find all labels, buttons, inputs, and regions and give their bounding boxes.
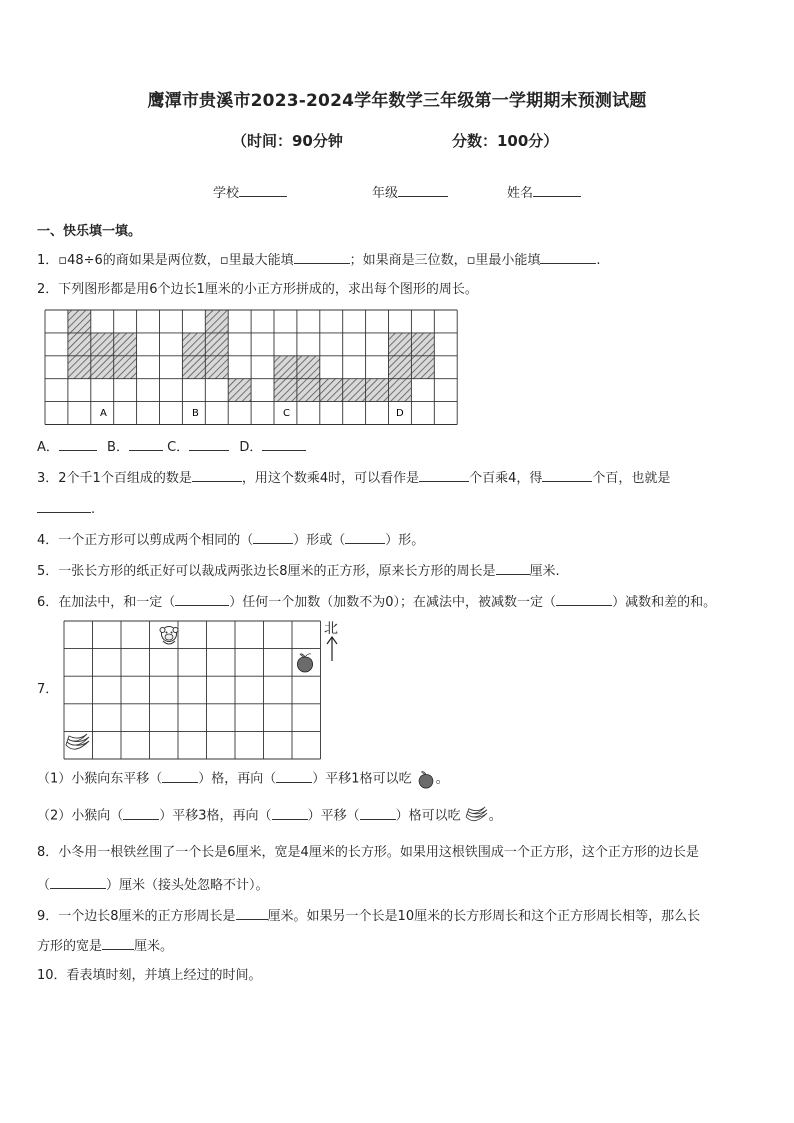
q7-1-text-b: ）格，再向（ — [198, 771, 277, 787]
q5-text-b: 厘米. — [529, 564, 560, 579]
question-7-number: 7． — [37, 682, 59, 697]
question-4 — [37, 531, 424, 549]
shaded-cell — [205, 356, 228, 379]
question-7-part-1 — [37, 769, 449, 789]
shaded-cell — [411, 333, 434, 356]
question-8: 8．小冬用一根铁丝围了一个长是6厘米，宽是4厘米的长方形。如果用这根铁围成一个正方形，这个正方形的边长是 — [37, 845, 699, 860]
q8-blank[interactable] — [50, 876, 106, 889]
school-label: 学校 — [213, 186, 240, 201]
school-field[interactable] — [213, 182, 287, 201]
shaded-cell — [205, 333, 228, 356]
q3-text-c: 个百乘4，得 — [469, 471, 543, 486]
q7-1-blank-1[interactable] — [162, 770, 198, 783]
shaded-cell — [343, 379, 366, 402]
q3-blank-2[interactable] — [419, 469, 469, 482]
q4-text-a: 4．一个正方形可以剪成两个相同的（ — [37, 533, 254, 548]
q3-text-e: . — [91, 502, 96, 517]
q6-text-a: 6．在加法中，和一定（ — [37, 595, 176, 610]
question-7-part-2 — [37, 806, 502, 826]
q3-blank-3[interactable] — [542, 469, 592, 482]
question-2-grid-figure — [44, 309, 460, 427]
q7-2-text-d: ）格可以吃 — [395, 808, 461, 824]
shaded-cell — [411, 356, 434, 379]
shaded-cell — [389, 379, 412, 402]
shape-label-b: B — [192, 408, 199, 419]
map-grid-lines — [64, 621, 321, 759]
q7-2-text-b: ）平移3格，再向（ — [159, 808, 272, 824]
name-blank[interactable] — [533, 184, 581, 197]
shaded-cell — [366, 379, 389, 402]
q1-text-b: ；如果商是三位数，▫里最小能填 — [349, 253, 541, 268]
grade-label: 年级 — [372, 186, 399, 201]
north-label: 北 — [324, 621, 338, 637]
shaded-cell — [297, 379, 320, 402]
question-1 — [37, 251, 601, 269]
shaded-cell — [274, 356, 297, 379]
shaded-cell — [182, 333, 205, 356]
peach-icon — [297, 654, 312, 672]
q1-text-a: 1．▫48÷6的商如果是两位数，▫里最大能填 — [37, 253, 294, 268]
shape-label-c: C — [283, 408, 290, 419]
q7-1-text-a: （1）小猴向东平移（ — [37, 771, 163, 787]
name-label: 姓名 — [507, 186, 534, 201]
banana-icon — [465, 806, 489, 826]
section-heading: 一、快乐填一填。 — [37, 224, 142, 239]
q6-text-b: ）任何一个加数（加数不为0）；在减法中，被减数一定（ — [229, 595, 557, 610]
answer-b-label: B． — [107, 440, 129, 455]
shaded-cell — [114, 356, 137, 379]
q5-text-a: 5．一张长方形的纸正好可以裁成两张边长8厘米的正方形，原来长方形的周长是 — [37, 564, 496, 579]
q1-text-c: . — [596, 253, 601, 268]
question-9-cont — [37, 937, 173, 955]
q6-text-c: ）减数和差的和。 — [612, 595, 717, 610]
shaded-cell — [297, 356, 320, 379]
peach-icon — [416, 769, 436, 789]
school-blank[interactable] — [239, 184, 287, 197]
shaded-cell — [68, 333, 91, 356]
q7-1-blank-2[interactable] — [276, 770, 312, 783]
north-arrow-icon — [325, 636, 339, 662]
question-2-answers — [37, 438, 306, 456]
answer-b-blank[interactable] — [129, 438, 163, 451]
q9-text-d: 厘米。 — [134, 939, 174, 954]
question-6 — [37, 593, 716, 611]
q3-text-a: 3．2个千1个百组成的数是 — [37, 471, 192, 486]
q7-2-blank-1[interactable] — [123, 807, 159, 820]
q6-blank-2[interactable] — [556, 593, 612, 606]
q5-blank[interactable] — [496, 562, 530, 575]
q1-blank-1[interactable] — [294, 251, 350, 264]
shaded-cell — [91, 356, 114, 379]
question-3-cont — [37, 500, 95, 518]
shaded-cell — [205, 310, 228, 333]
q3-blank-1[interactable] — [192, 469, 242, 482]
q4-text-c: ）形。 — [385, 533, 425, 548]
shaded-cell — [68, 310, 91, 333]
shaded-cell — [320, 379, 343, 402]
q6-blank-1[interactable] — [175, 593, 229, 606]
shaded-cell — [182, 356, 205, 379]
q9-blank-1[interactable] — [236, 907, 268, 920]
shaded-cell — [274, 379, 297, 402]
q3-text-b: ，用这个数乘4时，可以看作是 — [241, 471, 420, 486]
shape-label-d: D — [396, 408, 404, 419]
q3-blank-4[interactable] — [37, 500, 91, 513]
q4-blank-2[interactable] — [345, 531, 385, 544]
question-10: 10．看表填时刻，并填上经过的时间。 — [37, 968, 262, 983]
q8-text-b: ）厘米（接头处忽略不计）。 — [106, 878, 269, 893]
q9-text-b: 厘米。如果另一个长是10厘米的长方形周长和这个正方形周长相等，那么长 — [267, 909, 701, 924]
answer-c-blank[interactable] — [189, 438, 229, 451]
banana-icon — [66, 734, 89, 749]
answer-d-blank[interactable] — [262, 438, 306, 451]
shaded-cell — [114, 333, 137, 356]
shaded-cell — [68, 356, 91, 379]
shaded-cell — [91, 333, 114, 356]
shaded-cell — [389, 333, 412, 356]
shaded-cell — [389, 356, 412, 379]
shaded-cell — [228, 379, 251, 402]
q7-2-blank-2[interactable] — [272, 807, 308, 820]
answer-d-label: D． — [239, 440, 263, 455]
grade-field[interactable] — [372, 182, 448, 201]
grade-blank[interactable] — [398, 184, 448, 197]
question-7-map-grid — [63, 620, 321, 760]
exam-time: （时间：90分钟 — [232, 132, 343, 150]
q7-1-text-d: 。 — [435, 771, 449, 787]
q7-2-text-e: 。 — [488, 808, 502, 824]
question-3 — [37, 469, 670, 487]
question-2: 2．下列图形都是用6个边长1厘米的小正方形拼成的，求出每个图形的周长。 — [37, 282, 478, 297]
question-8-cont — [37, 876, 269, 894]
shape-label-a: A — [100, 408, 107, 419]
answer-a-label: A． — [37, 440, 59, 455]
q7-2-blank-3[interactable] — [360, 807, 396, 820]
q8-text-a: （ — [37, 878, 51, 893]
q4-text-b: ）形或（ — [293, 533, 346, 548]
q3-text-d: 个百，也就是 — [592, 471, 671, 486]
answer-c-label: C． — [167, 440, 190, 455]
q7-2-text-a: （2）小猴向（ — [37, 808, 124, 824]
q9-text-a: 9．一个边长8厘米的正方形周长是 — [37, 909, 236, 924]
question-9 — [37, 907, 700, 925]
q4-blank-1[interactable] — [253, 531, 293, 544]
q1-blank-2[interactable] — [540, 251, 596, 264]
q9-text-c: 方形的宽是 — [37, 939, 103, 954]
q7-1-text-c: ）平移1格可以吃 — [312, 771, 412, 787]
question-5 — [37, 562, 560, 580]
answer-a-blank[interactable] — [59, 438, 97, 451]
name-field[interactable] — [507, 182, 581, 201]
q7-2-text-c: ）平移（ — [307, 808, 360, 824]
exam-score: 分数：100分） — [452, 132, 559, 150]
monkey-icon — [160, 627, 178, 645]
page-title: 鹰潭市贵溪市2023-2024学年数学三年级第一学期期末预测试题 — [147, 91, 647, 111]
q9-blank-2[interactable] — [102, 937, 134, 950]
